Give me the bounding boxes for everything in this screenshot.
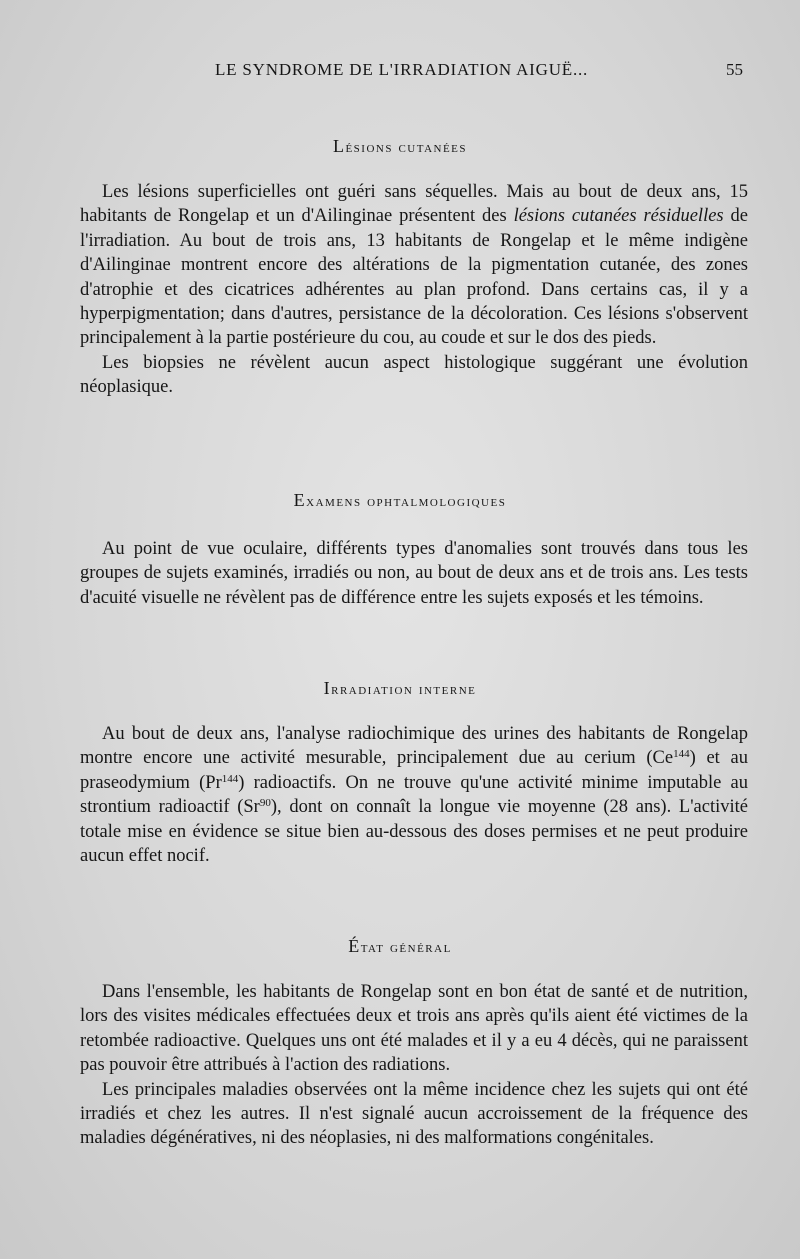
superscript-pr-isotope: 144 <box>221 772 239 785</box>
section-heading-examens-ophtalmologiques: Examens ophtalmologiques <box>293 490 507 510</box>
section-body-examens-ophtalmologiques <box>80 537 748 610</box>
paragraph: Dans l'ensemble, les habitants de Rongelap sont en bon état de santé et de nutrition, lors des visites médicales effectuées deux et trois ans après qu'ils aient été victimes de la retombée radioactive. Quelques uns ont été malades et il y a eu 4 décès, qui ne paraissent pas pouvoir être attribués à l'action des radiations. <box>80 982 748 1076</box>
section-body-irradiation-interne <box>80 722 748 868</box>
page-number: 55 <box>726 60 743 79</box>
running-title: LE SYNDROME DE L'IRRADIATION AIGUË... <box>215 60 589 79</box>
paragraph: Les principales maladies observées ont la même incidence chez les sujets qui ont été irradiés et chez les autres. Il n'est signalé aucun accroissement de la fréquence des maladies dégénératives, ni des néoplasies, ni des malformations congénitales. <box>80 1079 748 1149</box>
paragraph: Les lésions superficielles ont guéri sans séquelles. Mais au bout de deux ans, 15 habitants de Rongelap et un d'Ailinginae présentent des lésions cutanées résiduelles de l'irradiation. Au bout de trois ans, 13 habitants de Rongelap et le même indigène d'Ailinginae montrent encore des altérations de la pigmentation cutanée, des zones d'atrophie et des cicatrices adhérentes au plan profond. Dans certains cas, il y a hyperpigmentation; dans d'autres, persistance de la décoloration. Ces lésions s'observent principalement à la partie postérieure du cou, au coude et sur le dos des pieds. <box>80 182 749 349</box>
paragraph: Les biopsies ne révèlent aucun aspect histologique suggérant une évolution néoplasique. <box>80 352 748 398</box>
section-heading-irradiation-interne: Irradiation interne <box>323 678 477 698</box>
superscript-sr-isotope: 90 <box>259 797 271 810</box>
section-body-etat-general <box>80 980 748 1151</box>
paragraph: Au point de vue oculaire, différents types d'anomalies sont trouvés dans tous les groupes de sujets examinés, irradiés ou non, au bout de deux ans et de trois ans. Les tests d'acuité visuelle ne révèlent pas de différence entre les sujets exposés et les témoins. <box>80 539 748 608</box>
paragraph: Au bout de deux ans, l'analyse radiochimique des urines des habitants de Rongelap montre encore une activité mesurable, principalement due au cerium (Ce$^{144}$) et au praseodymium (Pr$^{144}$) radioactifs. On ne trouve qu'une activité minime imputable au strontium radioactif (Sr$^{90}$), dont on connaît la longue vie moyenne (28 ans). L'activité totale mise en évidence se situe bien au-dessous des doses permises et ne peut produire aucun effet nocif. <box>80 724 748 867</box>
section-heading-lesions-cutanees: Lésions cutanées <box>332 136 468 156</box>
superscript-ce-isotope: 144 <box>673 748 690 761</box>
page-header <box>0 60 800 88</box>
section-body-lesions-cutanees <box>80 180 748 400</box>
section-heading-etat-general: État général <box>348 936 452 956</box>
